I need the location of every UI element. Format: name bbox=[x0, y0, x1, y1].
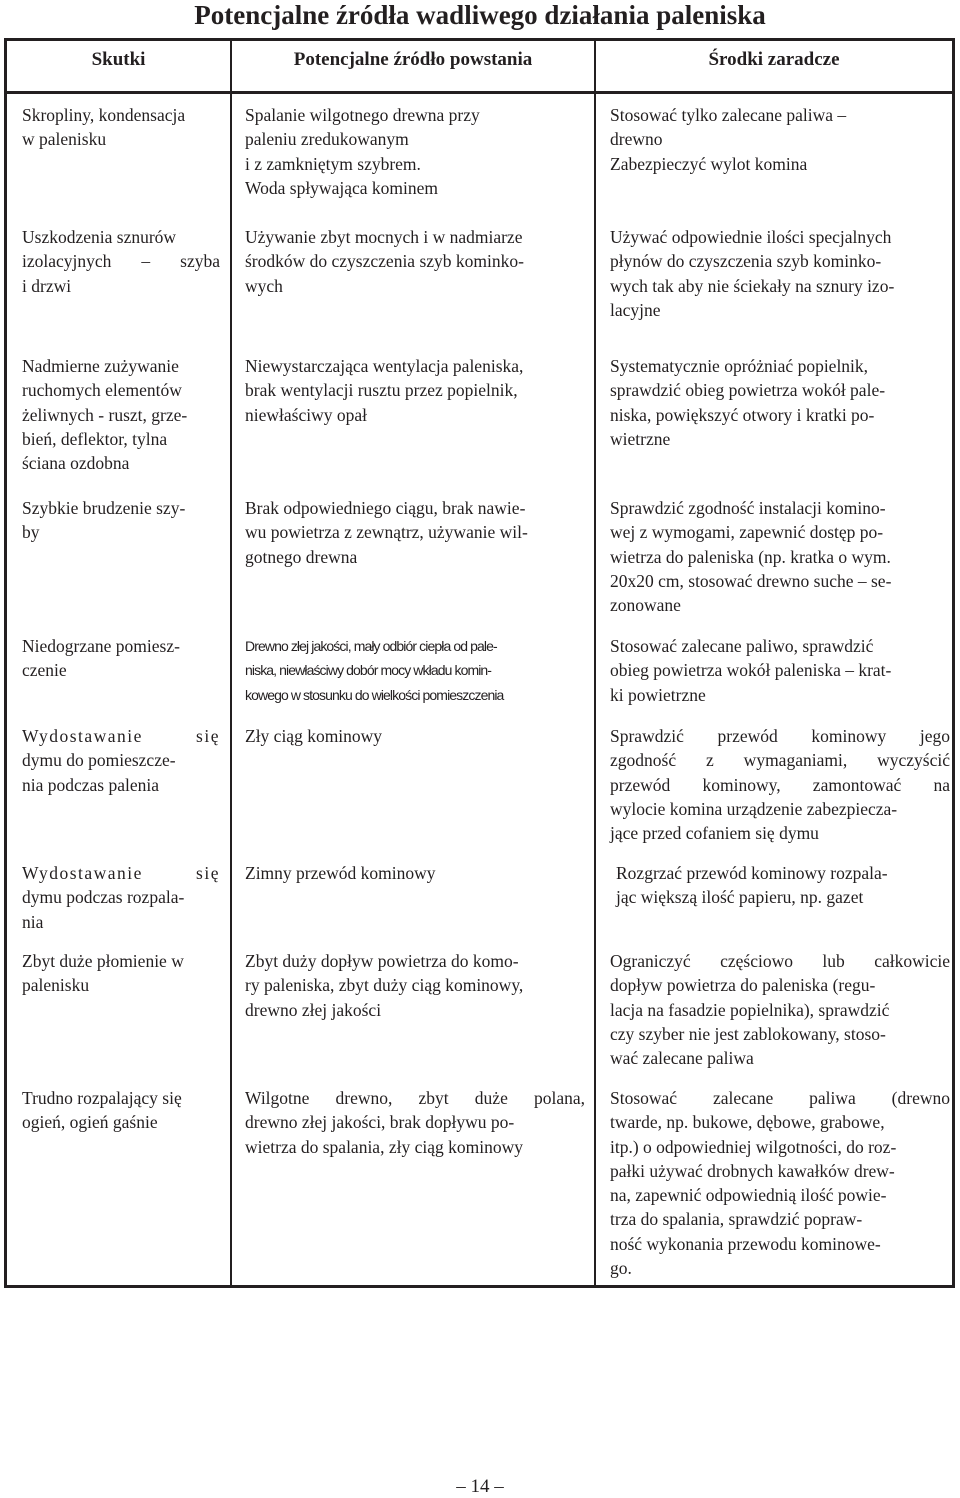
page-number: – 14 – bbox=[456, 1476, 504, 1497]
header-divider bbox=[7, 91, 952, 94]
row-9-zrodlo: Wilgotne drewno, zbyt duże polana, drewno złej jakości, brak dopływu po- wietrza do spalania, zły ciąg kominowy bbox=[245, 1088, 585, 1157]
row-4-skutki: Szybkie brudzenie szy- by bbox=[22, 498, 186, 543]
row-2-srodki: Używać odpowiednie ilości specjalnych płynów do czyszczenia szyb kominko- wych tak aby nie ściekały na sznury izo- lacyjne bbox=[610, 227, 895, 320]
row-2-zrodlo: Używanie zbyt mocnych i w nadmiarze środków do czyszczenia szyb kominko- wych bbox=[245, 227, 524, 296]
row-6-srodki: Sprawdzić przewód kominowy jego zgodność z wymaganiami, wyczyścić przewód kominowy, zamontować na wylocie komina urządzenie zabezpiecza- jące przed cofaniem się dymu bbox=[610, 726, 950, 844]
page-title: Potencjalne źródła wadliwego działania paleniska bbox=[194, 0, 766, 30]
row-7-srodki: Rozgrzać przewód kominowy rozpala- jąc większą ilość papieru, np. gazet bbox=[616, 863, 888, 908]
row-2-skutki: Uszkodzenia sznurów izolacyjnych – szyba i drzwi bbox=[22, 227, 220, 296]
row-3-srodki: Systematycznie opróżniać popielnik, sprawdzić obieg powietrza wokół pale- niska, powiększyć otwory i kratki po- wietrzne bbox=[610, 356, 886, 449]
column-header-srodki: Środki zaradcze bbox=[708, 49, 840, 70]
row-5-skutki: Niedogrzane pomiesz- czenie bbox=[22, 636, 180, 681]
row-3-skutki: Nadmierne zużywanie ruchomych elementów żeliwnych - ruszt, grze- bień, deflektor, tylna ściana ozdobna bbox=[22, 356, 188, 474]
row-1-skutki: Skropliny, kondensacja w palenisku bbox=[22, 105, 186, 150]
row-5-srodki: Stosować zalecane paliwo, sprawdzić obieg powietrza wokół paleniska – krat- ki powietrzne bbox=[610, 636, 892, 705]
troubleshooting-table bbox=[4, 38, 955, 1288]
row-7-skutki: Wydostawanie się dymu podczas rozpala- nia bbox=[22, 863, 220, 932]
column-header-skutki: Skutki bbox=[91, 49, 146, 70]
row-6-skutki: Wydostawanie się dymu do pomieszcze- nia podczas palenia bbox=[22, 726, 220, 795]
row-1-zrodlo: Spalanie wilgotnego drewna przy paleniu zredukowanym i z zamkniętym szybrem. Woda spływająca kominem bbox=[245, 105, 480, 198]
row-5-zrodlo: Drewno złej jakości, mały odbiór ciepła od pale- niska, niewłaściwy dobór mocy wkładu komin- kowego w stosunku do wielkości pomieszczenia bbox=[245, 638, 504, 703]
row-6-zrodlo: Zły ciąg kominowy bbox=[245, 726, 383, 746]
row-3-zrodlo: Niewystarczająca wentylacja paleniska, brak wentylacji rusztu przez popielnik, niewłaściwy opał bbox=[245, 356, 524, 425]
column-header-zrodlo: Potencjalne źródło powstania bbox=[293, 49, 533, 70]
column-divider-1 bbox=[230, 41, 232, 1285]
column-divider-2 bbox=[594, 41, 596, 1285]
row-1-srodki: Stosować tylko zalecane paliwa – drewno Zabezpieczyć wylot komina bbox=[610, 105, 847, 174]
row-8-zrodlo: Zbyt duży dopływ powietrza do komo- ry paleniska, zbyt duży ciąg kominowy, drewno złej jakości bbox=[245, 951, 524, 1020]
row-4-zrodlo: Brak odpowiedniego ciągu, brak nawie- wu powietrza z zewnątrz, używanie wil- gotnego drewna bbox=[245, 498, 528, 567]
row-7-zrodlo: Zimny przewód kominowy bbox=[245, 863, 436, 883]
row-4-srodki: Sprawdzić zgodność instalacji komino- wej z wymogami, zapewnić dostęp po- wietrza do paleniska (np. kratka o wym. 20x20 cm, stosować drewno suche – se- zonowane bbox=[610, 498, 892, 616]
row-9-skutki: Trudno rozpalający się ogień, ogień gaśnie bbox=[22, 1088, 182, 1133]
row-8-skutki: Zbyt duże płomienie w palenisku bbox=[22, 951, 184, 996]
row-8-srodki: Ograniczyć częściowo lub całkowicie dopływ powietrza do paleniska (regu- lacja na fasadzie popielnika), sprawdzić czy szyber nie jest zablokowany, stoso- wać zalecane paliwa bbox=[610, 951, 950, 1069]
row-9-srodki: Stosować zalecane paliwa (drewno twarde, np. bukowe, dębowe, grabowe, itp.) o odpowiedniej wilgotności, do roz- pałki używać drobnych kawałków drew- na, zapewnić odpowiednią ilość powie- trza do spalania, sprawdzić popraw- ność wykonania przewodu kominowe- go. bbox=[610, 1088, 950, 1279]
